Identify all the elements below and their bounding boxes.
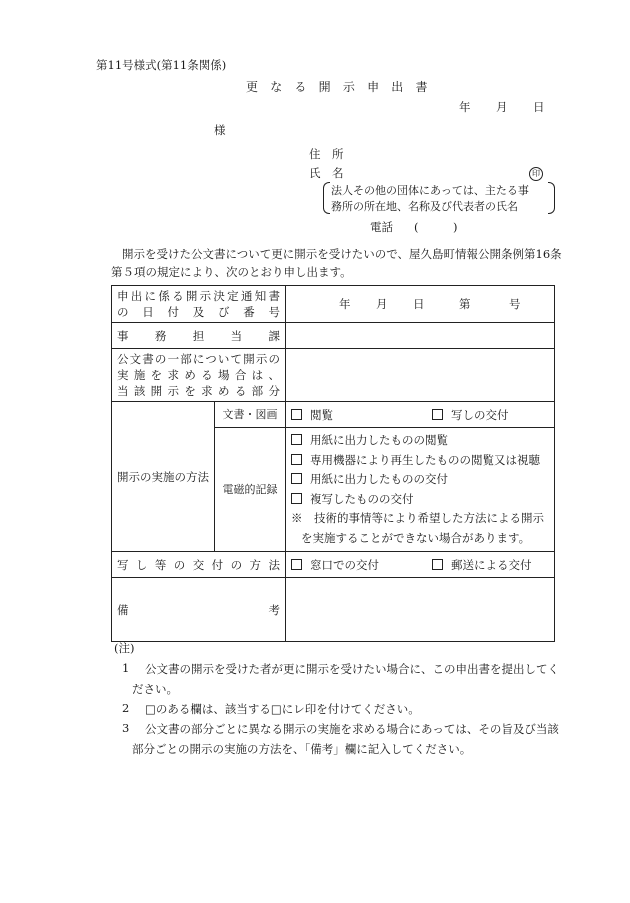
department-label: 事務担当課 — [112, 323, 286, 349]
document-title: 更 な る 開 示 申 出 書 — [246, 80, 432, 94]
checkbox-icon[interactable] — [291, 409, 302, 420]
phone-parens: ( ) — [414, 220, 458, 234]
partial-disclosure-label: 公文書の一部について開示の 実施を求める場合は、 当該開示を求める部分 — [112, 349, 286, 402]
note-2-number: 2 — [122, 701, 130, 715]
technical-note: ※ 技術的事情等により希望した方法による開示 — [291, 511, 544, 525]
note-3-text: 公文書の部分ごとに異なる開示の実施を求める場合にあっては、その旨及び当該 — [145, 722, 559, 736]
row-method-documents — [112, 402, 555, 428]
documents-options — [286, 402, 555, 428]
row-delivery-method — [112, 552, 555, 578]
option-print-deliver[interactable]: 用紙に出力したものの交付 — [291, 470, 549, 490]
checkbox-icon[interactable] — [432, 409, 443, 420]
checkbox-icon[interactable] — [432, 559, 443, 570]
option-copy-delivery[interactable]: 写しの交付 — [432, 407, 509, 423]
option-copy-deliver[interactable]: 複写したものの交付 — [291, 490, 549, 510]
documents-label: 文書・図画 — [215, 402, 286, 428]
partial-disclosure-value[interactable] — [286, 349, 555, 402]
note-3-cont: 部分ごとの開示の実施の方法を、「備考」欄に記入してください。 — [132, 742, 472, 756]
note-1-cont: ださい。 — [132, 682, 178, 696]
remarks-label: 備考 — [112, 578, 286, 642]
note-2-text: □のある欄は、該当する□にレ印を付けてください。 — [145, 702, 420, 716]
option-inspection[interactable]: 閲覧 — [291, 407, 333, 423]
method-label: 開示の実施の方法 — [112, 402, 215, 552]
intro-line2: 第５項の規定により、次のとおり申し出ます。 — [111, 265, 352, 279]
electronic-label: 電磁的記録 — [215, 428, 286, 552]
org-note-line2: 務所の所在地、名称及び代表者の氏名 — [331, 200, 518, 213]
option-device-playback[interactable]: 専用機器により再生したものの閲覧又は視聴 — [291, 451, 549, 471]
note-1-text: 公文書の開示を受けた者が更に開示を受けたい場合に、この申出書を提出してく — [145, 662, 559, 676]
bracket-right — [548, 182, 555, 214]
date-year: 年 — [459, 100, 471, 114]
row-department — [112, 323, 555, 349]
option-print-inspect[interactable]: 用紙に出力したものの閲覧 — [291, 431, 549, 451]
notes-heading: (注) — [114, 641, 135, 655]
checkbox-icon[interactable] — [291, 434, 302, 445]
row-remarks — [112, 578, 555, 642]
option-mail[interactable]: 郵送による交付 — [432, 557, 532, 573]
org-note-line1: 法人その他の団体にあっては、主たる事 — [331, 184, 529, 197]
address-label: 住 所 — [309, 147, 344, 161]
electronic-options — [286, 428, 555, 552]
row-partial-disclosure — [112, 349, 555, 402]
application-table — [111, 285, 555, 642]
organization-note — [323, 182, 555, 214]
row-notice-date — [112, 286, 555, 323]
notice-date-value[interactable]: 年 月 日 第 号 — [286, 286, 555, 323]
checkbox-icon[interactable] — [291, 473, 302, 484]
bracket-left — [323, 182, 330, 214]
phone-label: 電話 — [370, 220, 393, 234]
delivery-options — [286, 552, 555, 578]
delivery-label: 写し等の交付の方法 — [112, 552, 286, 578]
date-day: 日 — [533, 100, 545, 114]
remarks-value[interactable] — [286, 578, 555, 642]
checkbox-icon[interactable] — [291, 493, 302, 504]
technical-note-cont: を実施することができない場合があります。 — [301, 530, 531, 545]
department-value[interactable] — [286, 323, 555, 349]
option-counter[interactable]: 窓口での交付 — [291, 557, 379, 573]
intro-line1: 開示を受けた公文書について更に開示を受けたいので、屋久島町情報公開条例第16条 — [122, 247, 562, 261]
addressee-suffix: 様 — [214, 123, 226, 137]
checkbox-icon[interactable] — [291, 454, 302, 465]
checkbox-icon[interactable] — [291, 559, 302, 570]
note-3-number: 3 — [122, 721, 130, 735]
seal-mark: 印 — [529, 165, 543, 181]
form-number: 第11号様式(第11条関係) — [96, 58, 227, 72]
note-1-number: 1 — [122, 661, 130, 675]
notice-date-label: 申出に係る開示決定通知書 の 日 付 及 び 番 号 — [112, 286, 286, 323]
name-label: 氏 名 — [309, 166, 344, 180]
date-month: 月 — [496, 100, 508, 114]
